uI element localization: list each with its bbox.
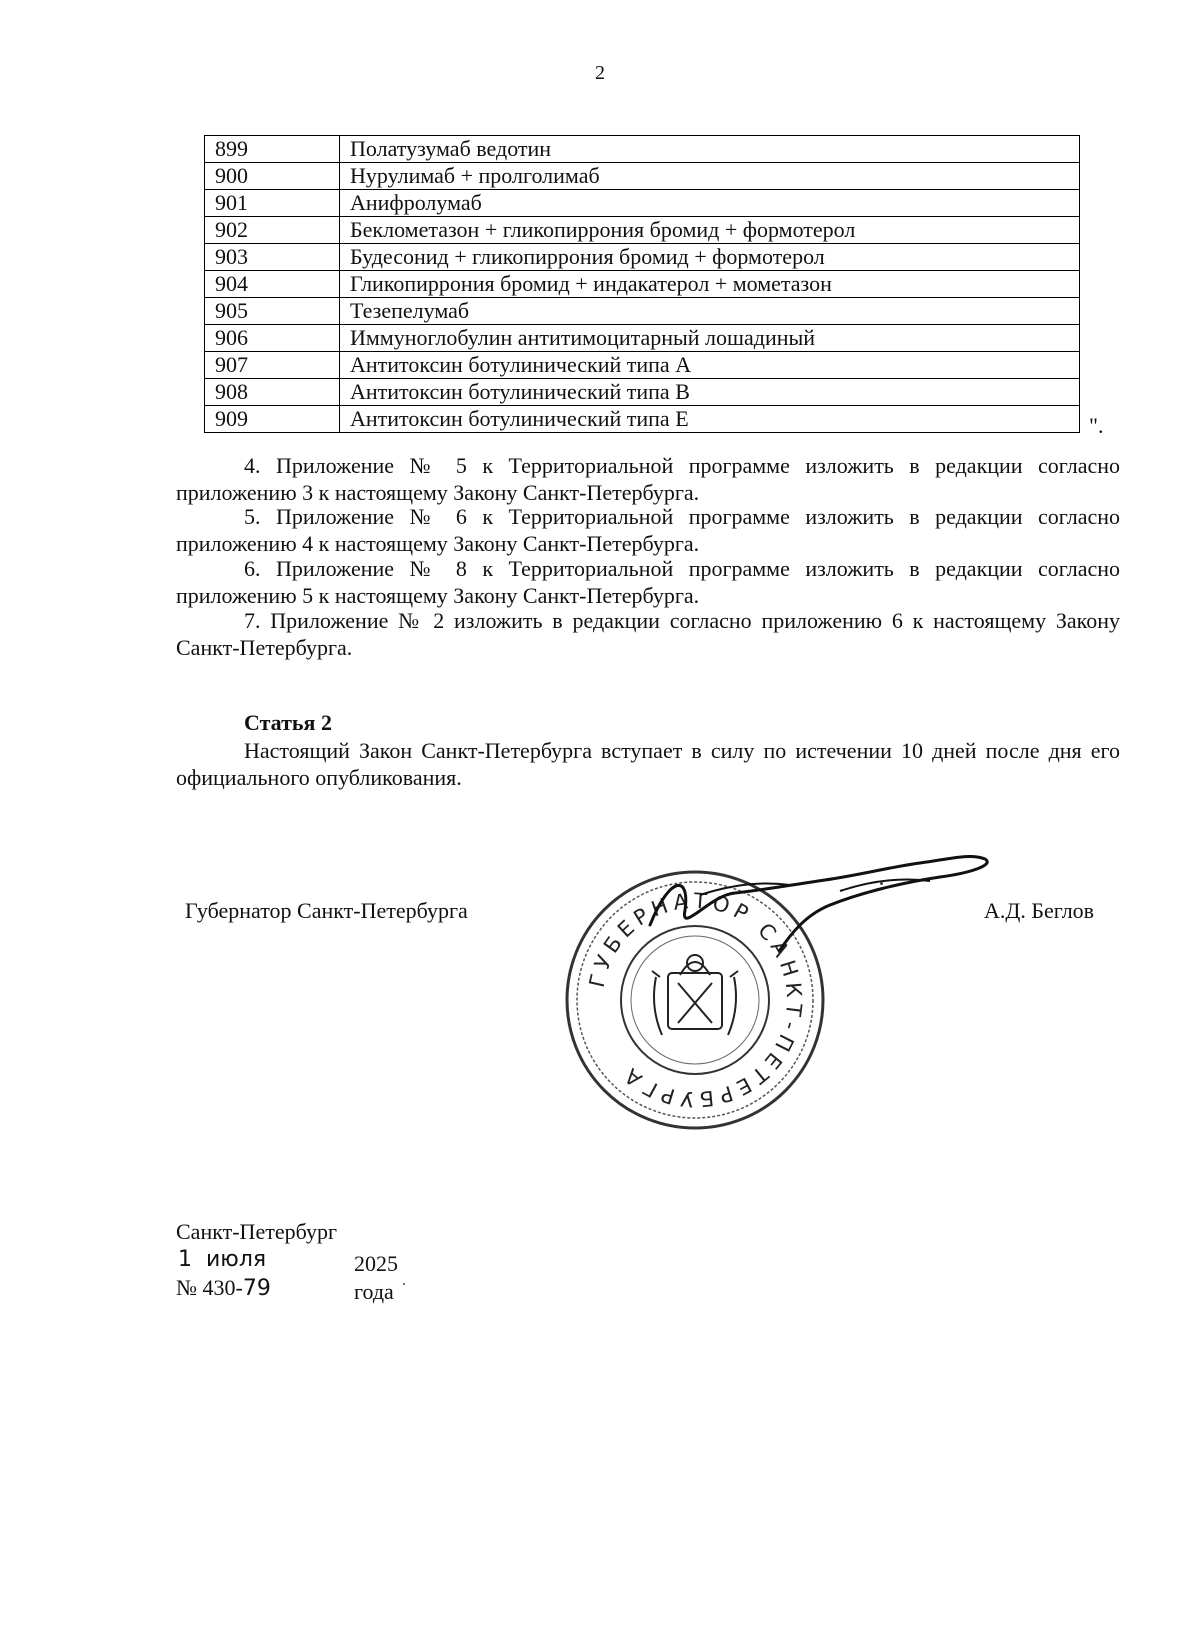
page-number: 2 bbox=[595, 62, 605, 84]
table-row bbox=[205, 352, 1080, 379]
drug-name: Антитоксин ботулинический типа Е bbox=[340, 406, 1080, 433]
signing-year: 2025 года bbox=[354, 1251, 398, 1304]
table-row bbox=[205, 136, 1080, 163]
signing-month: июля bbox=[206, 1247, 267, 1272]
row-number: 908 bbox=[205, 379, 340, 406]
drug-name: Анифролумаб bbox=[340, 190, 1080, 217]
article-2-title: Статья 2 bbox=[244, 710, 332, 735]
row-number: 901 bbox=[205, 190, 340, 217]
drug-name: Нурулимаб + пролголимаб bbox=[340, 163, 1080, 190]
row-number: 904 bbox=[205, 271, 340, 298]
row-number: 899 bbox=[205, 136, 340, 163]
row-number: 903 bbox=[205, 244, 340, 271]
table-row bbox=[205, 217, 1080, 244]
paragraph-6: 6. Приложение № 8 к Территориальной программе изложить в редакции согласно приложению 5 к настоящему Закону Санкт-Петербурга. bbox=[176, 556, 1120, 608]
drug-name: Иммуноглобулин антитимоцитарный лошадиный bbox=[340, 325, 1080, 352]
signing-city: Санкт-Петербург bbox=[176, 1219, 337, 1244]
row-number: 909 bbox=[205, 406, 340, 433]
table-row bbox=[205, 271, 1080, 298]
table-row bbox=[205, 406, 1080, 433]
drug-table bbox=[204, 135, 1080, 433]
signatory-name: А.Д. Беглов bbox=[984, 898, 1095, 923]
drug-name: Будесонид + гликопиррония бромид + формотерол bbox=[340, 244, 1080, 271]
paragraph-7: 7. Приложение № 2 изложить в редакции согласно приложению 6 к настоящему Закону Санкт-Петербурга. bbox=[176, 608, 1120, 660]
paragraph-4: 4. Приложение № 5 к Территориальной программе изложить в редакции согласно приложению 3 к настоящему Закону Санкт-Петербурга. bbox=[176, 453, 1120, 505]
table-row bbox=[205, 163, 1080, 190]
drug-name: Гликопиррония бромид + индакатерол + мометазон bbox=[340, 271, 1080, 298]
handwritten-signature bbox=[640, 855, 1000, 965]
row-number: 906 bbox=[205, 325, 340, 352]
ink-dot bbox=[880, 882, 883, 885]
drug-name: Тезепелумаб bbox=[340, 298, 1080, 325]
drug-name: Беклометазон + гликопиррония бромид + формотерол bbox=[340, 217, 1080, 244]
drug-name: Антитоксин ботулинический типа А bbox=[340, 352, 1080, 379]
signing-details bbox=[176, 1218, 398, 1304]
table-row bbox=[205, 298, 1080, 325]
row-number: 900 bbox=[205, 163, 340, 190]
row-number: 902 bbox=[205, 217, 340, 244]
closing-quote: ". bbox=[1089, 413, 1104, 438]
table-row bbox=[205, 379, 1080, 406]
table-row bbox=[205, 190, 1080, 217]
table-row bbox=[205, 325, 1080, 352]
law-number-suffix: 79 bbox=[242, 1276, 271, 1301]
signatory-position: Губернатор Санкт-Петербурга bbox=[185, 898, 468, 923]
seal-text: ГУБЕРНАТОР САНКТ-ПЕТЕРБУРГА bbox=[584, 888, 807, 1112]
table-row bbox=[205, 244, 1080, 271]
article-2-text: Настоящий Закон Санкт-Петербурга вступает в силу по истечении 10 дней после дня его официального опубликования. bbox=[176, 738, 1120, 790]
drug-name: Антитоксин ботулинический типа В bbox=[340, 379, 1080, 406]
coat-of-arms-icon bbox=[652, 955, 738, 1035]
row-number: 905 bbox=[205, 298, 340, 325]
signing-day: 1 bbox=[178, 1247, 192, 1272]
drug-name: Полатузумаб ведотин bbox=[340, 136, 1080, 163]
row-number: 907 bbox=[205, 352, 340, 379]
ink-dot bbox=[403, 1283, 405, 1285]
law-number-prefix: № 430- bbox=[176, 1275, 243, 1300]
paragraph-5: 5. Приложение № 6 к Территориальной программе изложить в редакции согласно приложению 4 к настоящему Закону Санкт-Петербурга. bbox=[176, 504, 1120, 556]
